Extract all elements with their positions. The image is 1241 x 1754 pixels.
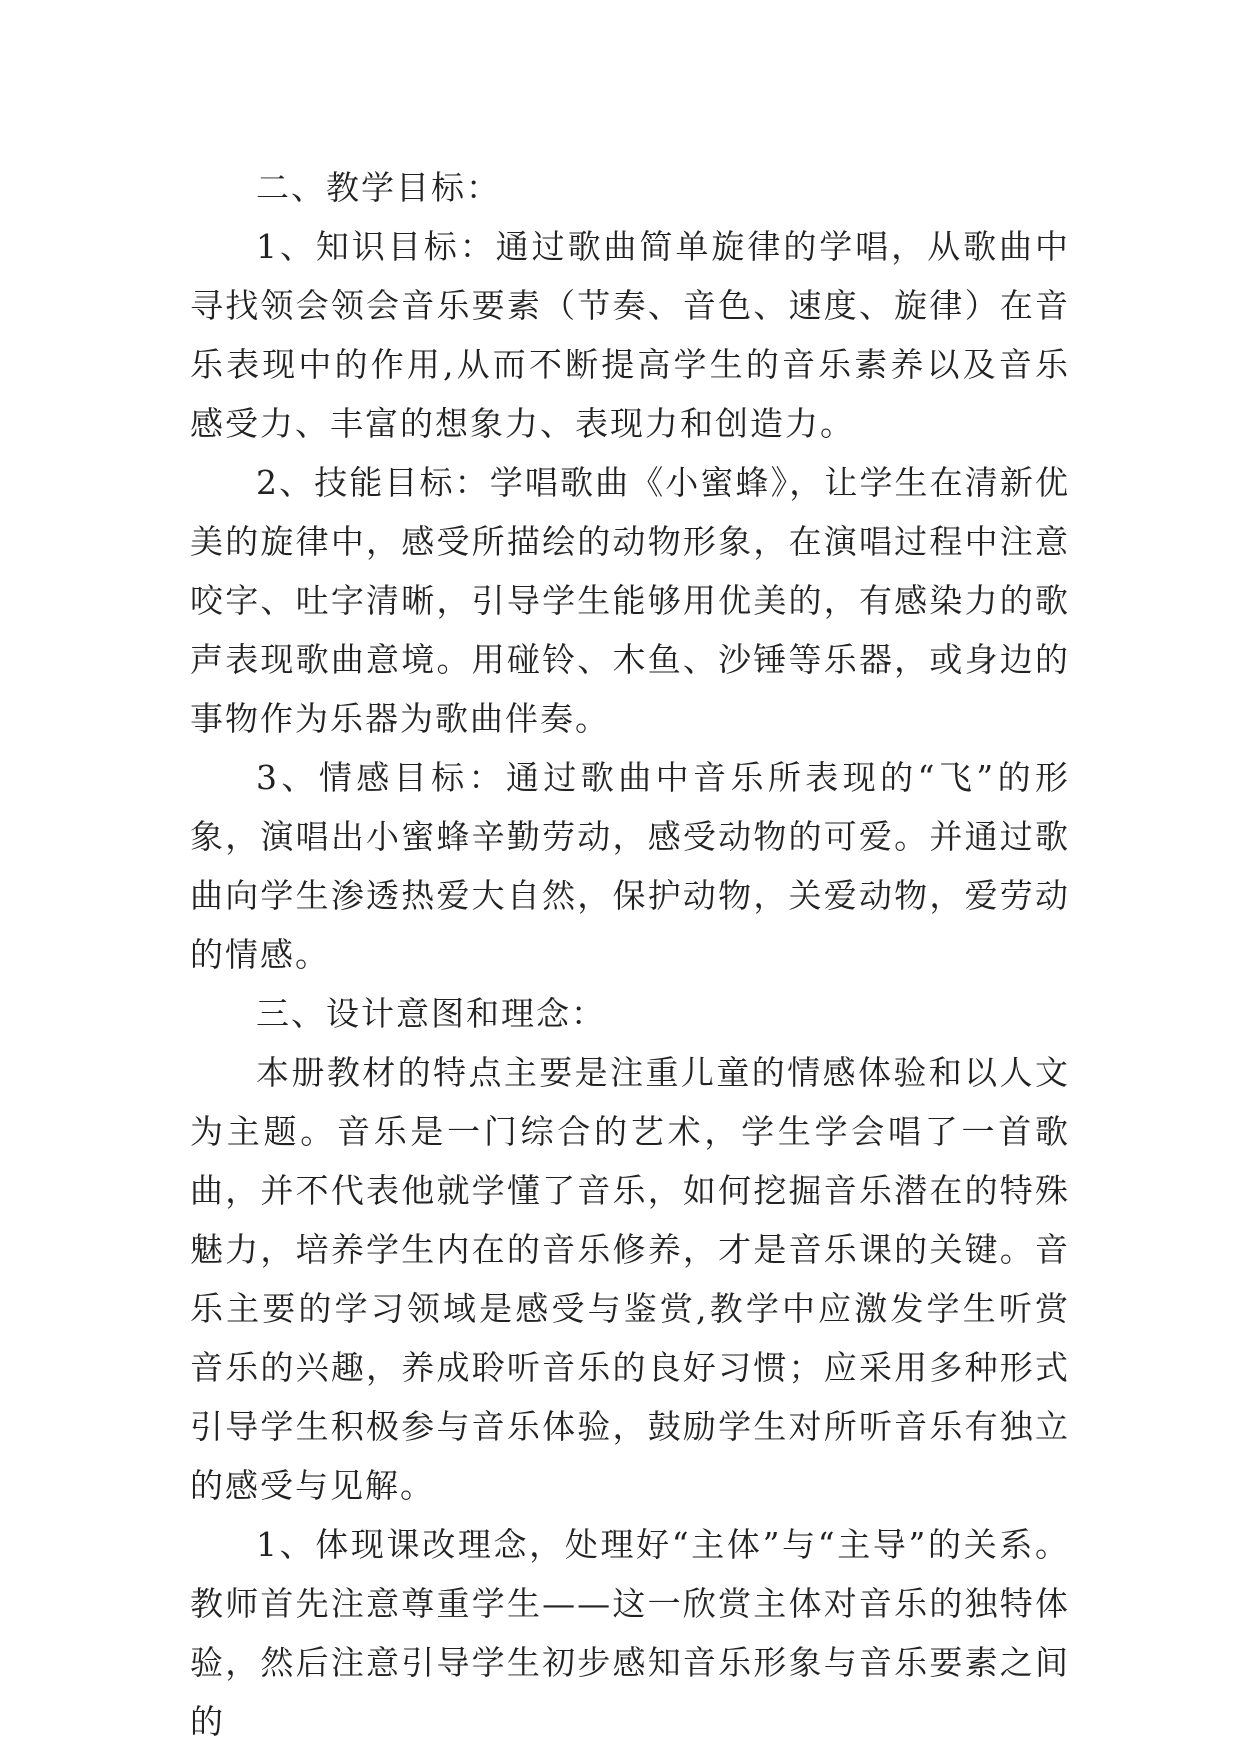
paragraph-knowledge-goal: 1、知识目标：通过歌曲简单旋律的学唱，从歌曲中寻找领会领会音乐要素（节奏、音色、速度、旋律）在音乐表现中的作用,从而不断提高学生的音乐素养以及音乐感受力、丰富的想象力、表现力和创造力。 [190, 227, 1070, 443]
paragraph-emotion-goal: 3、情感目标：通过歌曲中音乐所表现的“飞”的形象，演唱出小蜜蜂辛勤劳动，感受动物的可爱。并通过歌曲向学生渗透热爱大自然，保护动物，关爱动物，爱劳动的情感。 [190, 758, 1070, 974]
document-body [190, 158, 1070, 1751]
section-heading-teaching-goals: 二、教学目标： [256, 168, 501, 207]
paragraph-curriculum-reform: 1、体现课改理念，处理好“主体”与“主导”的关系。教师首先注意尊重学生——这一欣赏主体对音乐的独特体验，然后注意引导学生初步感知音乐形象与音乐要素之间的 [190, 1525, 1070, 1741]
paragraph-textbook-features: 本册教材的特点主要是注重儿童的情感体验和以人文为主题。音乐是一门综合的艺术，学生学会唱了一首歌曲，并不代表他就学懂了音乐，如何挖掘音乐潜在的特殊魅力，培养学生内在的音乐修养，才是音乐课的关键。音乐主要的学习领域是感受与鉴赏,教学中应激发学生听赏音乐的兴趣，养成聆听音乐的良好习惯；应采用多种形式引导学生积极参与音乐体验，鼓励学生对所听音乐有独立的感受与见解。 [190, 1053, 1070, 1505]
section-heading-design-intent: 三、设计意图和理念： [256, 994, 606, 1033]
paragraph-skill-goal: 2、技能目标：学唱歌曲《小蜜蜂》，让学生在清新优美的旋律中，感受所描绘的动物形象，在演唱过程中注意咬字、吐字清晰，引导学生能够用优美的，有感染力的歌声表现歌曲意境。用碰铃、木鱼、沙锤等乐器，或身边的事物作为乐器为歌曲伴奏。 [190, 463, 1070, 738]
